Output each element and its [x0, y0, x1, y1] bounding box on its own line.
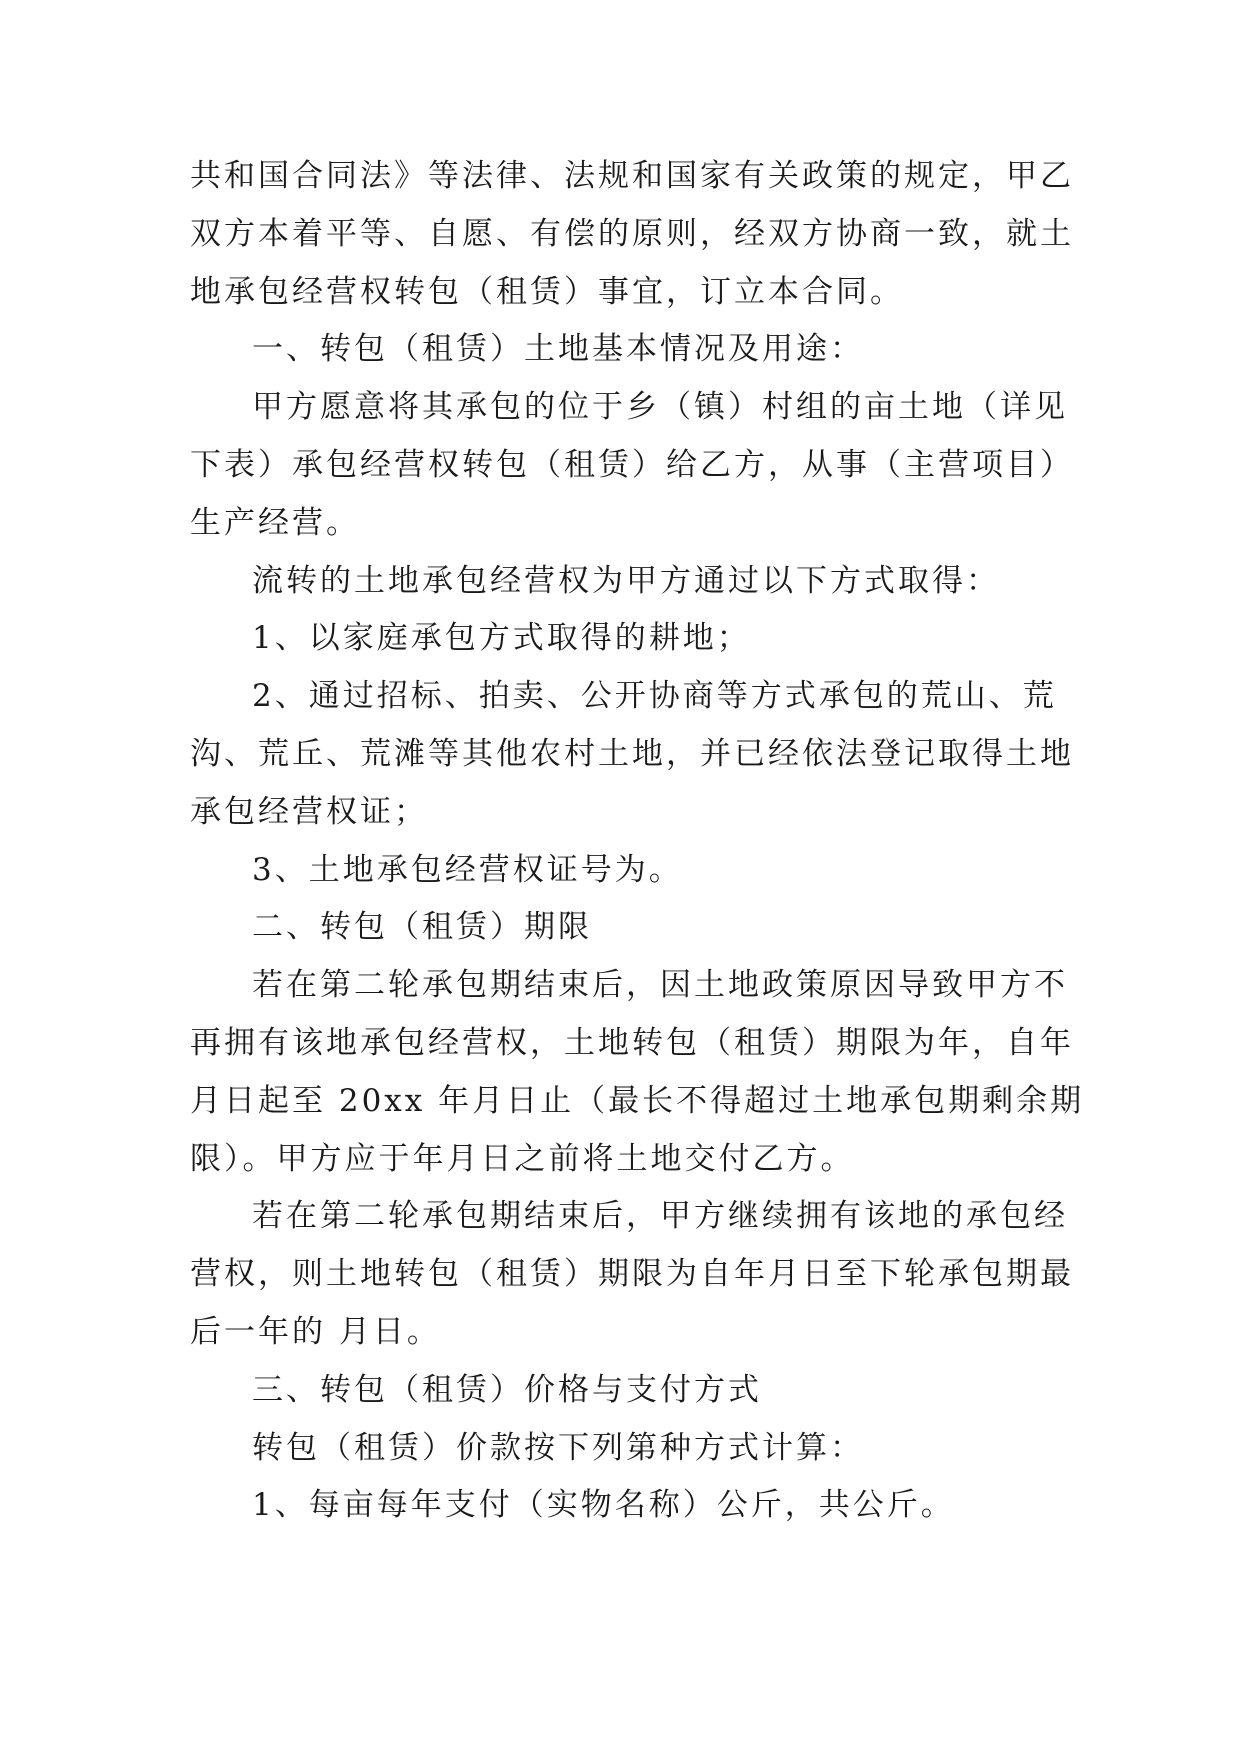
- text-line: 转包（租赁）价款按下列第种方式计算：: [252, 1429, 864, 1466]
- text-line: 双方本着平等、自愿、有偿的原则，经双方协商一致，就土: [190, 215, 1074, 252]
- text-line: 地承包经营权转包（租赁）事宜，订立本合同。: [190, 273, 904, 310]
- text-line: 限）。甲方应于年月日之前将土地交付乙方。: [190, 1140, 855, 1177]
- list-item: 1、每亩每年支付（实物名称）公斤，共公斤。: [252, 1487, 955, 1524]
- text-line: 后一年的 月日。: [190, 1313, 441, 1350]
- text-line: 共和国合同法》等法律、法规和国家有关政策的规定，甲乙: [190, 158, 1074, 194]
- section-heading-3: 三、转包（租赁）价格与支付方式: [252, 1371, 762, 1408]
- text-line: 月日起至 20xx 年月日止（最长不得超过土地承包期剩余期: [190, 1082, 1085, 1119]
- text-line: 下表）承包经营权转包（租赁）给乙方，从事（主营项目）: [190, 446, 1074, 483]
- section-heading-1: 一、转包（租赁）土地基本情况及用途：: [252, 331, 864, 368]
- text-line: 沟、荒丘、荒滩等其他农村土地，并已经依法登记取得土地: [190, 735, 1074, 772]
- text-line: 若在第二轮承包期结束后，因土地政策原因导致甲方不: [252, 967, 1068, 1004]
- text-line: 营权，则土地转包（租赁）期限为自年月日至下轮承包期最: [190, 1256, 1074, 1293]
- text-line: 甲方愿意将其承包的位于乡（镇）村组的亩土地（详见: [252, 389, 1068, 426]
- section-heading-2: 二、转包（租赁）期限: [252, 909, 592, 946]
- text-line: 若在第二轮承包期结束后，甲方继续拥有该地的承包经: [252, 1198, 1068, 1235]
- document-body: [190, 148, 1085, 1535]
- text-line: 生产经营。: [190, 504, 360, 541]
- list-item: 1、以家庭承包方式取得的耕地；: [252, 620, 751, 657]
- text-line: 承包经营权证；: [190, 793, 428, 830]
- text-line: 流转的土地承包经营权为甲方通过以下方式取得：: [252, 562, 1000, 599]
- text-line: 再拥有该地承包经营权，土地转包（租赁）期限为年，自年: [190, 1024, 1074, 1061]
- list-item: 3、土地承包经营权证号为。: [252, 851, 683, 888]
- list-item: 2、通过招标、拍卖、公开协商等方式承包的荒山、荒: [252, 678, 1057, 715]
